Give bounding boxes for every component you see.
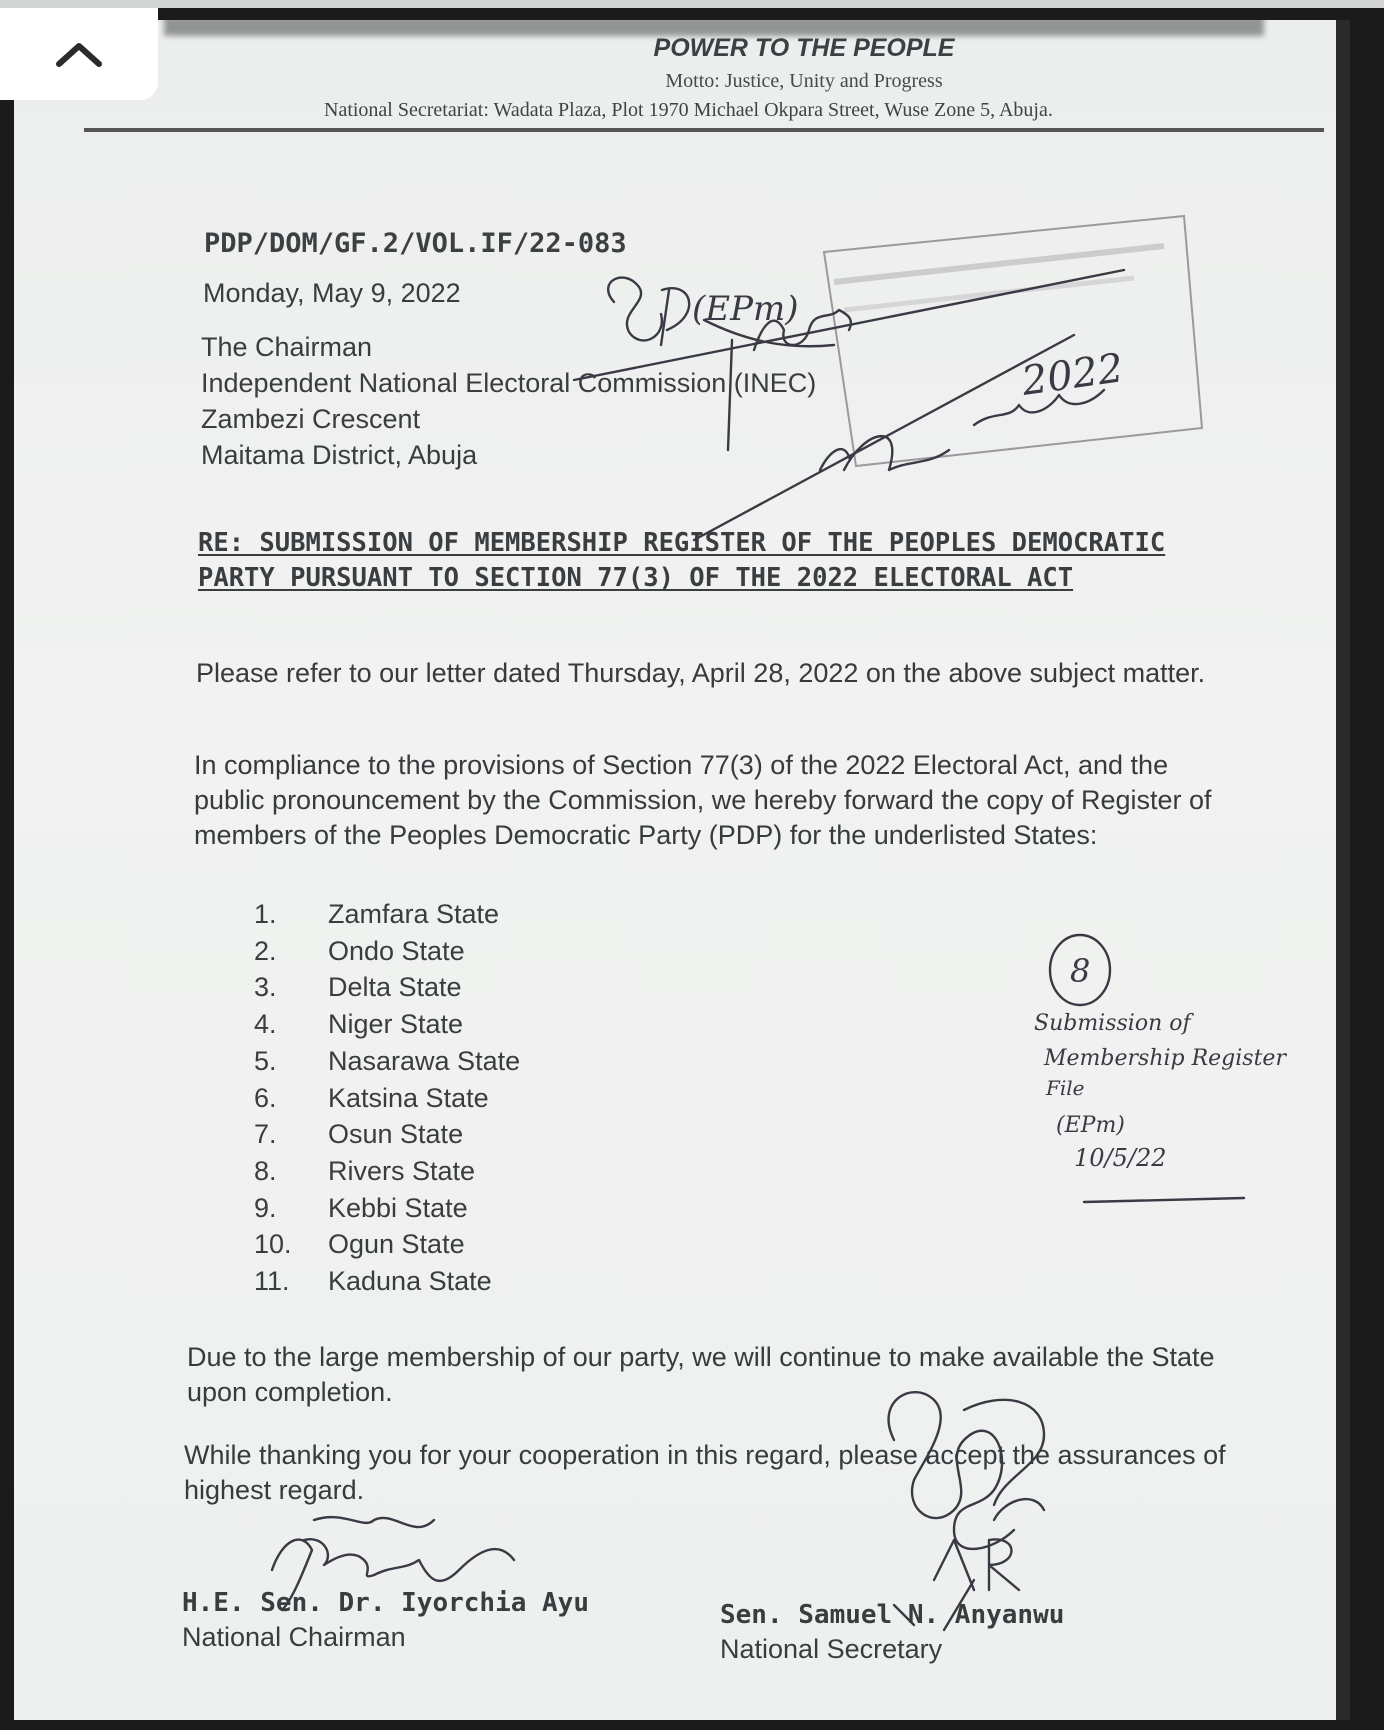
list-item [254, 1006, 520, 1043]
signatory-left-title: National Chairman [182, 1622, 406, 1652]
list-item [254, 1153, 520, 1190]
minute-line-1: Submission of [1034, 1011, 1191, 1036]
state-name: Osun State [328, 1119, 464, 1150]
states-list [254, 896, 520, 1300]
signatory-right-title: National Secretary [720, 1634, 943, 1664]
signatory-right-name: Sen. Samuel N. Anyanwu [720, 1600, 1065, 1630]
minute-line-4: (EPm) [1056, 1113, 1125, 1138]
paragraph-closing: While thanking you for your cooperation in this regard, please accept the assurances of highest regard. [184, 1440, 1226, 1505]
list-item [254, 1263, 520, 1300]
handwritten-epm-top: (EPm) [692, 289, 799, 329]
state-name: Ogun State [328, 1229, 465, 1260]
received-stamp [824, 216, 1202, 466]
chevron-up-icon [49, 34, 109, 74]
list-number: 9. [254, 1192, 277, 1223]
letter-document [14, 20, 1350, 1720]
margin-minute [1034, 935, 1287, 1202]
state-name: Rivers State [328, 1155, 476, 1186]
list-number: 8. [254, 1155, 277, 1186]
list-number: 10. [254, 1229, 292, 1260]
list-item [254, 969, 520, 1006]
state-name: Kaduna State [328, 1266, 492, 1297]
paragraph-compliance: In compliance to the provisions of Section 77(3) of the 2022 Electoral Act, and the public pronouncement by the Commission, we hereby forward the copy of Register of members of the Peoples Democratic Party (PDP) for the underlisted States: [194, 750, 1212, 850]
letterhead-address: National Secretariat: Wadata Plaza, Plot 1970 Michael Okpara Street, Wuse Zone 5, Abuja. [324, 99, 1053, 121]
signatory-left-name: H.E. Sen. Dr. Iyorchia Ayu [182, 1588, 589, 1618]
list-item [254, 1116, 520, 1153]
list-item [254, 1080, 520, 1117]
list-number: 4. [254, 1009, 277, 1040]
recipient-line: Zambezi Crescent [201, 404, 421, 434]
minute-number: 8 [1070, 952, 1091, 990]
state-name: Zamfara State [328, 899, 500, 929]
handwritten-year: 2022 [1018, 345, 1127, 405]
minute-line-2: Membership Register [1044, 1046, 1286, 1071]
reference-number: PDP/DOM/GF.2/VOL.IF/22-083 [204, 228, 627, 259]
list-number: 5. [254, 1045, 277, 1076]
list-item [254, 933, 520, 970]
state-name: Nasarawa State [328, 1045, 521, 1076]
list-number: 3. [254, 972, 277, 1003]
top-status-strip [0, 0, 1384, 8]
paragraph-continuation: Due to the large membership of our party, we will continue to make available the State upon completion. [187, 1342, 1215, 1407]
list-number: 1. [254, 899, 277, 929]
letter-date: Monday, May 9, 2022 [203, 278, 461, 308]
minute-line-3: File [1046, 1076, 1085, 1100]
state-name: Niger State [328, 1009, 464, 1040]
recipient-line: Maitama District, Abuja [201, 440, 478, 470]
state-name: Katsina State [328, 1082, 489, 1113]
state-name: Delta State [328, 972, 462, 1003]
state-name: Ondo State [328, 935, 465, 966]
paragraph-reference: Please refer to our letter dated Thursday, April 28, 2022 on the above subject matter. [196, 658, 1206, 688]
minute-date: 10/5/22 [1074, 1144, 1167, 1172]
list-number: 2. [254, 935, 277, 966]
page-edge-shadow [1336, 20, 1350, 1720]
recipient-line: Independent National Electoral Commission (INEC) [201, 368, 817, 398]
list-item [254, 896, 520, 933]
secretary-signature [889, 1392, 1044, 1630]
recipient-line: The Chairman [201, 332, 373, 362]
letter-subject: RE: SUBMISSION OF MEMBERSHIP REGISTER OF THE PEOPLES DEMOCRATIC PARTY PURSUANT TO SECTION 77(3) OF THE 2022 ELECTORAL ACT [198, 528, 1166, 593]
list-item [254, 1226, 520, 1263]
list-item [254, 1043, 520, 1080]
letterhead-slogan: POWER TO THE PEOPLE [653, 34, 955, 62]
list-number: 6. [254, 1082, 277, 1113]
list-number: 11. [254, 1266, 290, 1297]
letterhead-motto: Motto: Justice, Unity and Progress [665, 70, 943, 92]
list-number: 7. [254, 1119, 277, 1150]
back-button[interactable] [0, 8, 158, 100]
recipient-address [201, 329, 816, 473]
state-name: Kebbi State [328, 1192, 468, 1223]
letterhead-divider [84, 128, 1324, 132]
list-item [254, 1190, 520, 1227]
